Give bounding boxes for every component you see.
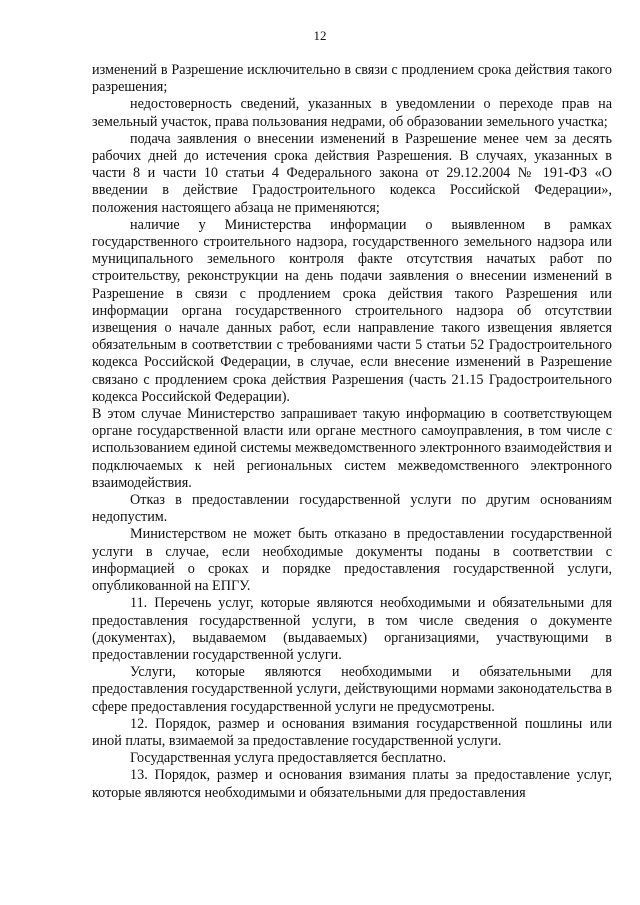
document-body (92, 62, 612, 802)
paragraph: Государственная услуга предоставляется бесплатно. (130, 750, 447, 767)
paragraph: наличие у Министерства информации о выявленном в рамках государственного строительного надзора, государственного земельного надзора или муниципального земельного контроля факте отсутствия начатых работ по строительству, реконструкции на день подачи заявления о внесении изменений в Разрешение в связи с продлением срока действия такого Разрешения или информации органа государственного строительного надзора об отсутствии извещения о начале данных работ, если направление такого извещения является обязательным в соответствии с требованиями части 5 статьи 52 Градостроительного кодекса Российской Федерации, в случае, если внесение изменений в Разрешение связано с продлением срока действия Разрешения (часть 21.15 Градостроительного кодекса Российской Федерации). (92, 216, 612, 405)
paragraph: Услуги, которые являются необходимыми и обязательными для предоставления государственной услуги, действующими нормами законодательства в сфере предоставления государственной услуги не предусмотрены. (92, 664, 612, 715)
paragraph: изменений в Разрешение исключительно в связи с продлением срока действия такого разрешения; (92, 62, 612, 96)
paragraph: 11. Перечень услуг, которые являются необходимыми и обязательными для предоставления государственной услуги, в том числе сведения о документе (документах), выдаваемом (выдаваемых) организациями, участвующими в предоставлении государственной услуги. (92, 595, 612, 663)
paragraph: 12. Порядок, размер и основания взимания государственной пошлины или иной платы, взимаемой за предоставление государственной услуги. (92, 715, 612, 749)
paragraph: В этом случае Министерство запрашивает такую информацию в соответствующем органе государственной власти или органе местного самоуправления, в том числе с использованием единой системы межведомственного электронного взаимодействия и подключаемых к ней региональных систем межведомственного электронного взаимодействия. (92, 406, 612, 491)
paragraph: Министерством не может быть отказано в предоставлении государственной услуги в случае, если необходимые документы поданы в соответствии с информацией о сроках и порядке предоставления государственной услуги, опубликованной на ЕПГУ. (92, 526, 612, 595)
paragraph: подача заявления о внесении изменений в Разрешение менее чем за десять рабочих дней до истечения срока действия Разрешения. В случаях, указанных в части 8 и части 10 статьи 4 Федерального закона от 29.12.2004 № 191-ФЗ «О введении в действие Градостроительного кодекса Российской Федерации», положения настоящего абзаца не применяются; (92, 130, 612, 216)
paragraph: Отказ в предоставлении государственной услуги по другим основаниям недопустим. (92, 492, 612, 526)
page-number: 12 (313, 28, 327, 43)
paragraph: 13. Порядок, размер и основания взимания платы за предоставление услуг, которые являются необходимыми и обязательными для предоставления (92, 767, 612, 801)
paragraph: недостоверность сведений, указанных в уведомлении о переходе прав на земельный участок, права пользования недрами, об образовании земельного участка; (92, 96, 612, 130)
